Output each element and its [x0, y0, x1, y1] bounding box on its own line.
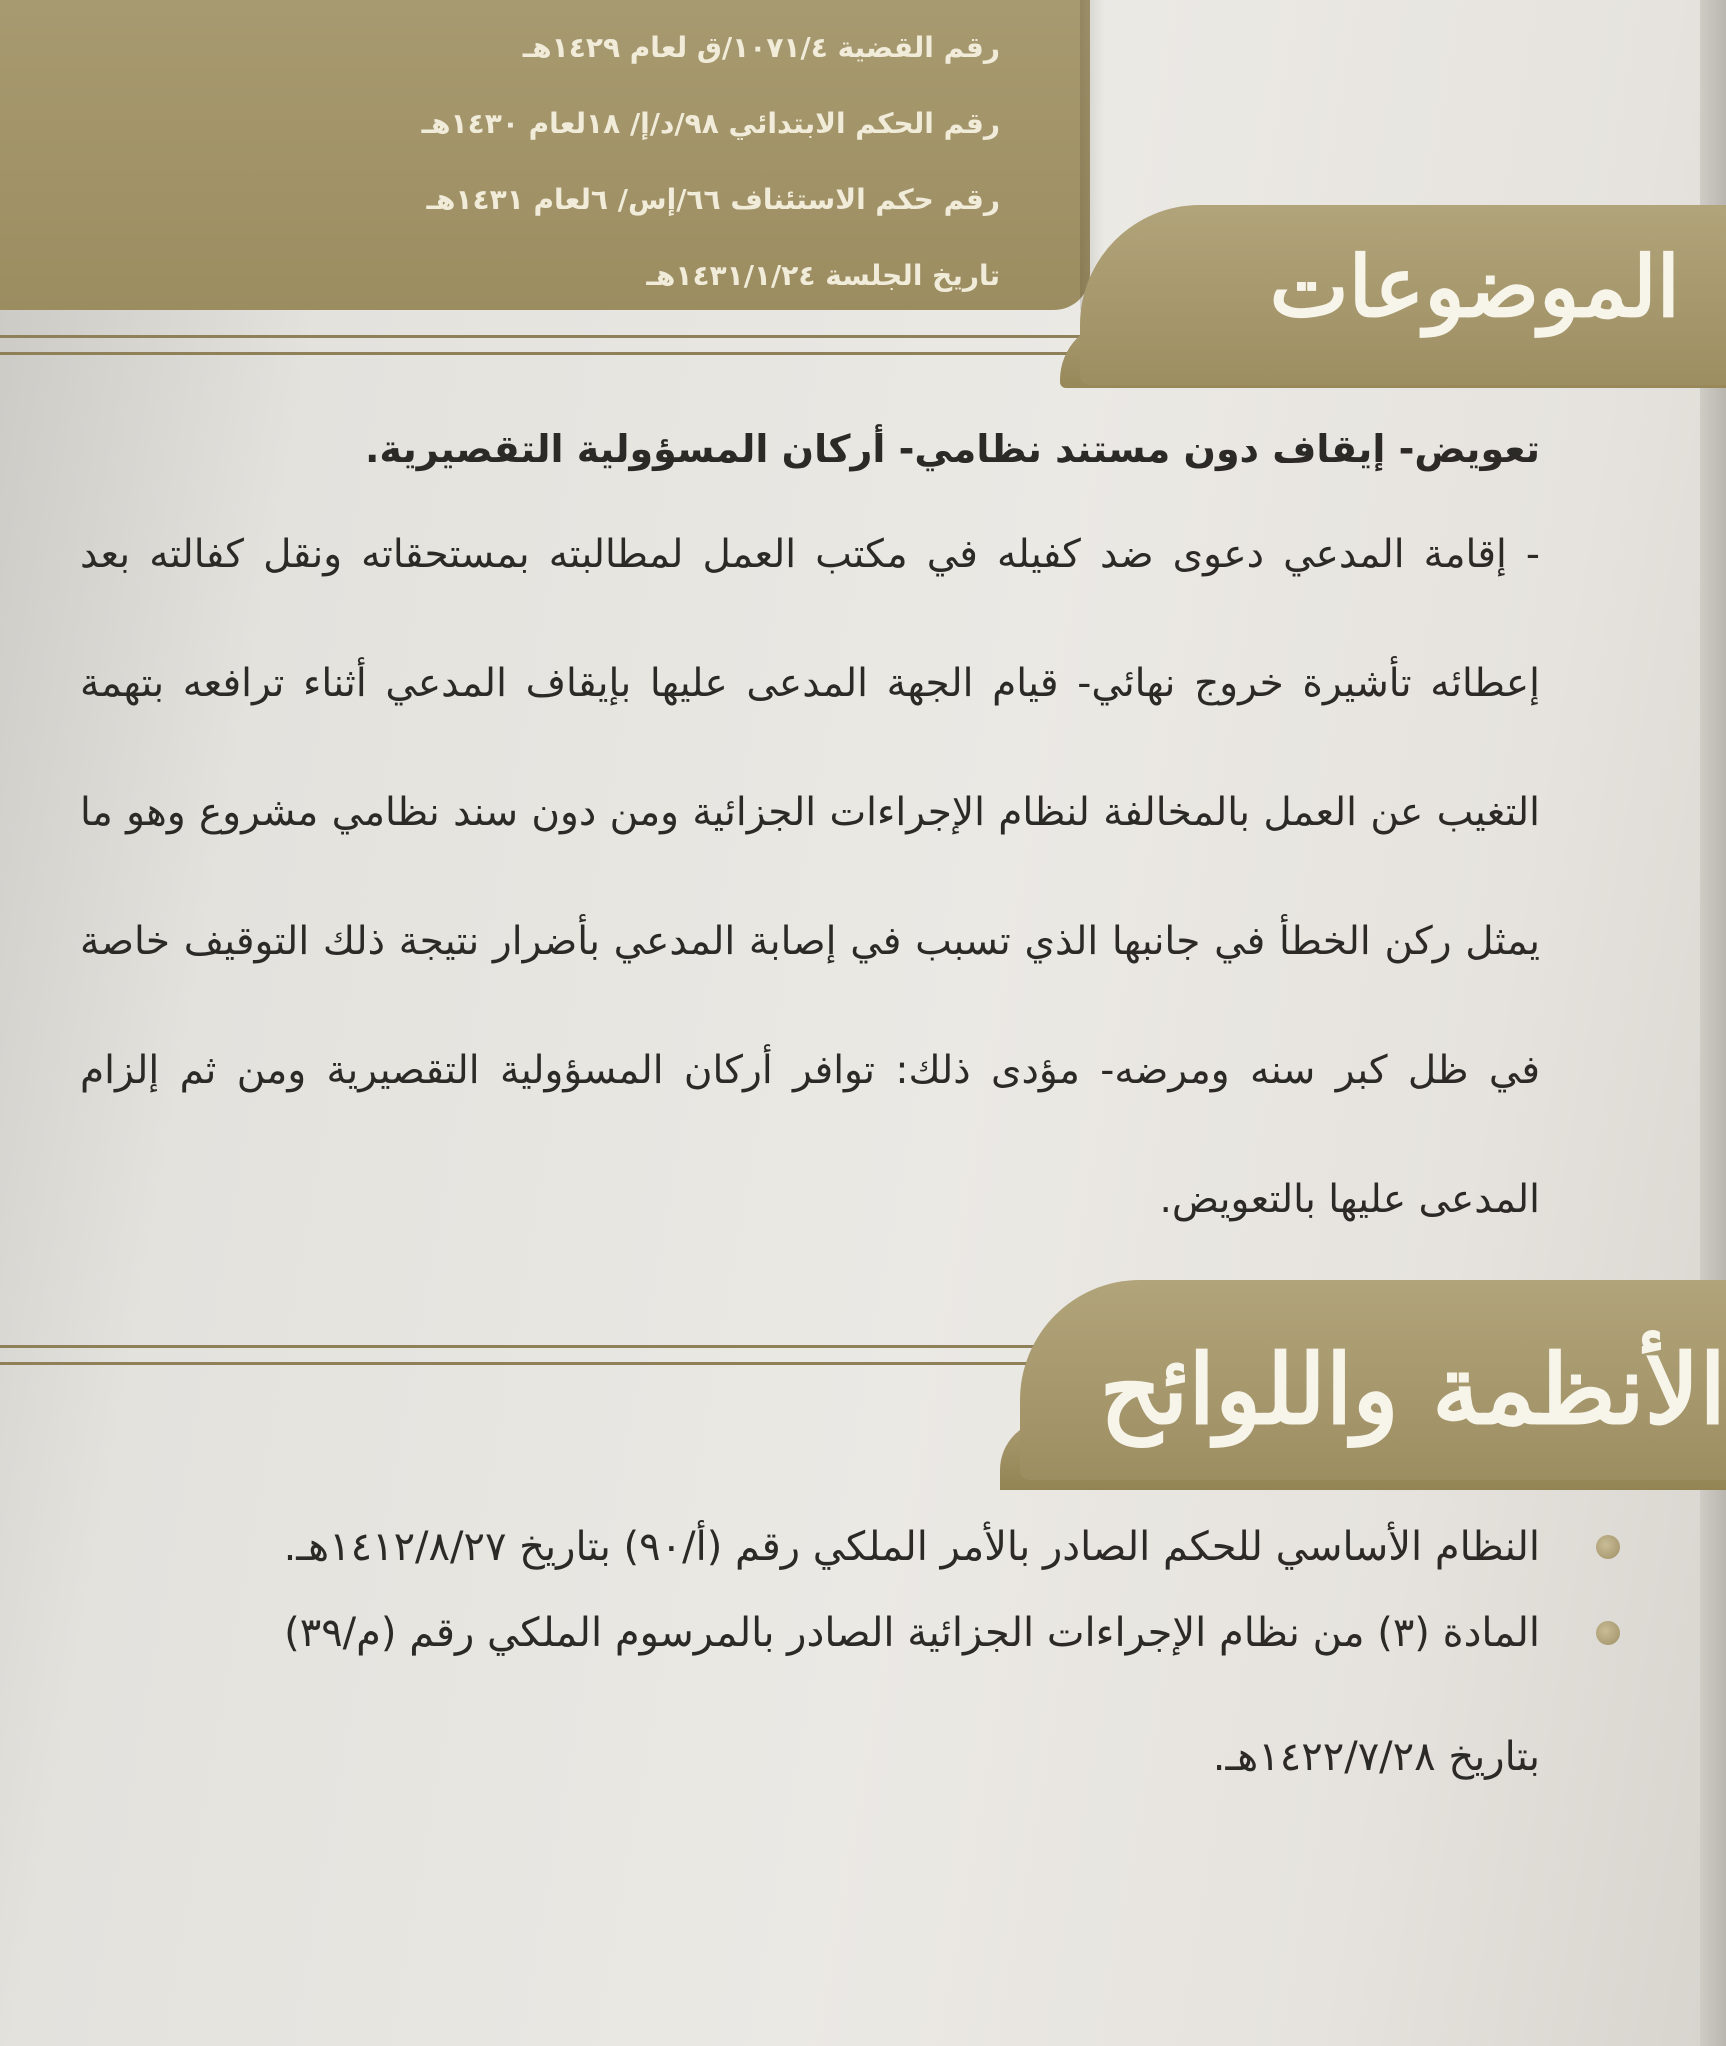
case-number: رقم القضية ١٠٧١/٤/ق لعام ١٤٢٩هـ	[522, 31, 1000, 64]
bullet-icon	[1596, 1621, 1620, 1645]
section-divider	[0, 335, 1110, 355]
summary-keywords: تعويض- إيقاف دون مستند نظامي- أركان المسؤولية التقصيرية.	[364, 427, 1540, 471]
laws-heading: الأنظمة واللوائح	[1099, 1333, 1726, 1446]
list-item	[60, 1601, 1650, 1789]
case-info-band	[0, 0, 1090, 310]
case-info-lines	[260, 10, 1000, 314]
bullet-icon	[1596, 1535, 1620, 1559]
list-item	[60, 1515, 1650, 1579]
topics-heading: الموضوعات	[1269, 237, 1680, 336]
law-text: النظام الأساسي للحكم الصادر بالأمر الملكي رقم (أ/٩٠) بتاريخ ١٤١٢/٨/٢٧هـ.	[283, 1524, 1540, 1570]
session-date: تاريخ الجلسة ١٤٣١/١/٢٤هـ	[646, 259, 1000, 292]
summary-body: - إقامة المدعي دعوى ضد كفيله في مكتب العمل لمطالبته بمستحقاته ونقل كفالته بعد إعطائه تأشيرة خروج نهائي- قيام الجهة المدعى عليها بإيقاف المدعي أثناء ترافعه بتهمة التغيب عن العمل بالمخالفة لنظام الإجراءات الجزائية ومن دون سند نظامي مشروع وهو ما يمثل ركن الخطأ في جانبها الذي تسبب في إصابة المدعي بأضرار نتيجة ذلك التوقيف خاصة في ظل كبر سنه ومرضه- مؤدى ذلك: توافر أركان المسؤولية التقصيرية ومن ثم إلزام المدعى عليها بالتعويض.	[80, 532, 1540, 1222]
law-text-continued: بتاريخ ١٤٢٢/٧/٢٨هـ.	[1212, 1734, 1540, 1780]
topics-summary	[80, 420, 1540, 1264]
initial-judgment-number: رقم الحكم الابتدائي ٩٨/د/إ/ ١٨لعام ١٤٣٠هـ	[421, 107, 1000, 140]
appeal-judgment-number: رقم حكم الاستئناف ٦٦/إس/ ٦لعام ١٤٣١هـ	[426, 183, 1000, 216]
section-divider	[0, 1345, 1060, 1365]
law-text: المادة (٣) من نظام الإجراءات الجزائية الصادر بالمرسوم الملكي رقم (م/٣٩)	[284, 1610, 1540, 1656]
laws-list	[60, 1515, 1650, 1811]
